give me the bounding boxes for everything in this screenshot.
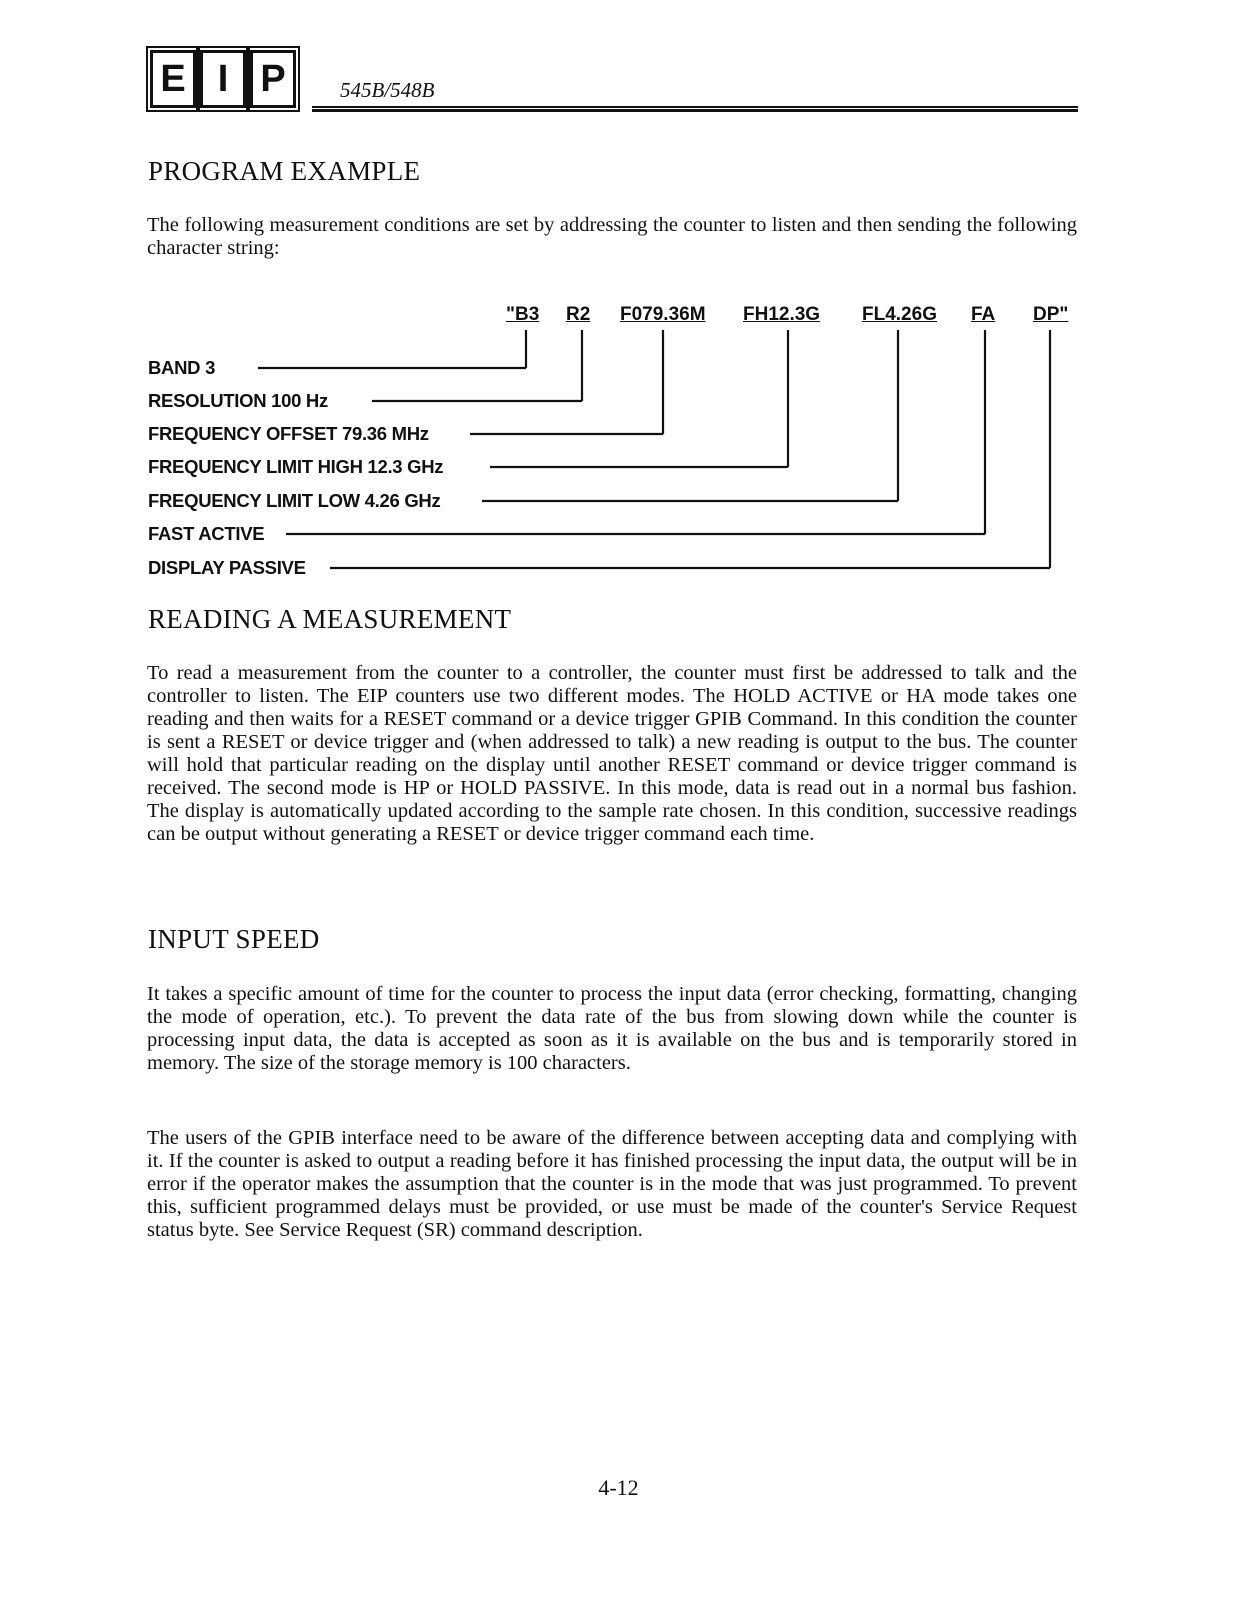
label-display-passive: DISPLAY PASSIVE bbox=[148, 557, 306, 578]
input-speed-body-1: It takes a specific amount of time for the counter to process the input data (error checking, formatting, changing the mode of operation, etc.). To prevent the data rate of the bus from slowing down while the counter is processing input data, the data is accepted as soon as it is available on the bus and is temporarily stored in memory. The size of the storage memory is 100 characters. bbox=[147, 983, 1077, 1074]
logo-letter-e: E bbox=[150, 50, 196, 108]
model-number: 545B/548B bbox=[340, 78, 435, 102]
reading-body: To read a measurement from the counter to a controller, the counter must first be addressed to talk and the controller to listen. The EIP counters use two different modes. The HOLD ACTIVE or HA mode takes one reading and then waits for a RESET command or a device trigger GPIB Command. In this condition the counter is sent a RESET or device trigger and (when addressed to talk) a new reading is output to the bus. The counter will hold that particular reading on the display until another RESET command or device trigger command is received. The second mode is HP or HOLD PASSIVE. In this mode, data is read out in a normal bus fashion. The display is automatically updated according to the sample rate chosen. In this condition, successive readings can be output without generating a RESET or device trigger command each time. bbox=[147, 662, 1077, 845]
code-f079: F079.36M bbox=[620, 304, 706, 325]
code-fl: FL4.26G bbox=[862, 304, 937, 325]
heading-input-speed: INPUT SPEED bbox=[148, 924, 320, 954]
input-speed-body-2: The users of the GPIB interface need to be aware of the difference between accepting data and complying with it. If the counter is asked to output a reading before it has finished processing the input data, the output will be in error if the operator makes the assumption that the counter is in the mode that was just programmed. To prevent this, sufficient programmed delays must be provided, or use must be made of the counter's Service Request status byte. See Service Request (SR) command description. bbox=[147, 1127, 1077, 1241]
logo-letter-i: I bbox=[200, 50, 246, 108]
label-fast-active: FAST ACTIVE bbox=[148, 523, 265, 544]
code-r2: R2 bbox=[566, 304, 591, 325]
code-dp: DP" bbox=[1033, 304, 1069, 325]
label-limit-low: FREQUENCY LIMIT LOW 4.26 GHz bbox=[148, 490, 441, 511]
logo-letter-p: P bbox=[250, 50, 296, 108]
program-example-intro: The following measurement conditions are set by addressing the counter to listen and then sending the following character string: bbox=[147, 214, 1077, 259]
code-fa: FA bbox=[971, 304, 996, 325]
code-b3: "B3 bbox=[506, 304, 540, 325]
code-fh: FH12.3G bbox=[743, 304, 821, 325]
page-number: 4-12 bbox=[598, 1475, 639, 1500]
label-limit-high: FREQUENCY LIMIT HIGH 12.3 GHz bbox=[148, 456, 444, 477]
label-resolution: RESOLUTION 100 Hz bbox=[148, 390, 328, 411]
heading-reading: READING A MEASUREMENT bbox=[148, 604, 512, 634]
label-band: BAND 3 bbox=[148, 357, 216, 378]
heading-program-example: PROGRAM EXAMPLE bbox=[148, 156, 421, 186]
label-frequency-offset: FREQUENCY OFFSET 79.36 MHz bbox=[148, 423, 429, 444]
